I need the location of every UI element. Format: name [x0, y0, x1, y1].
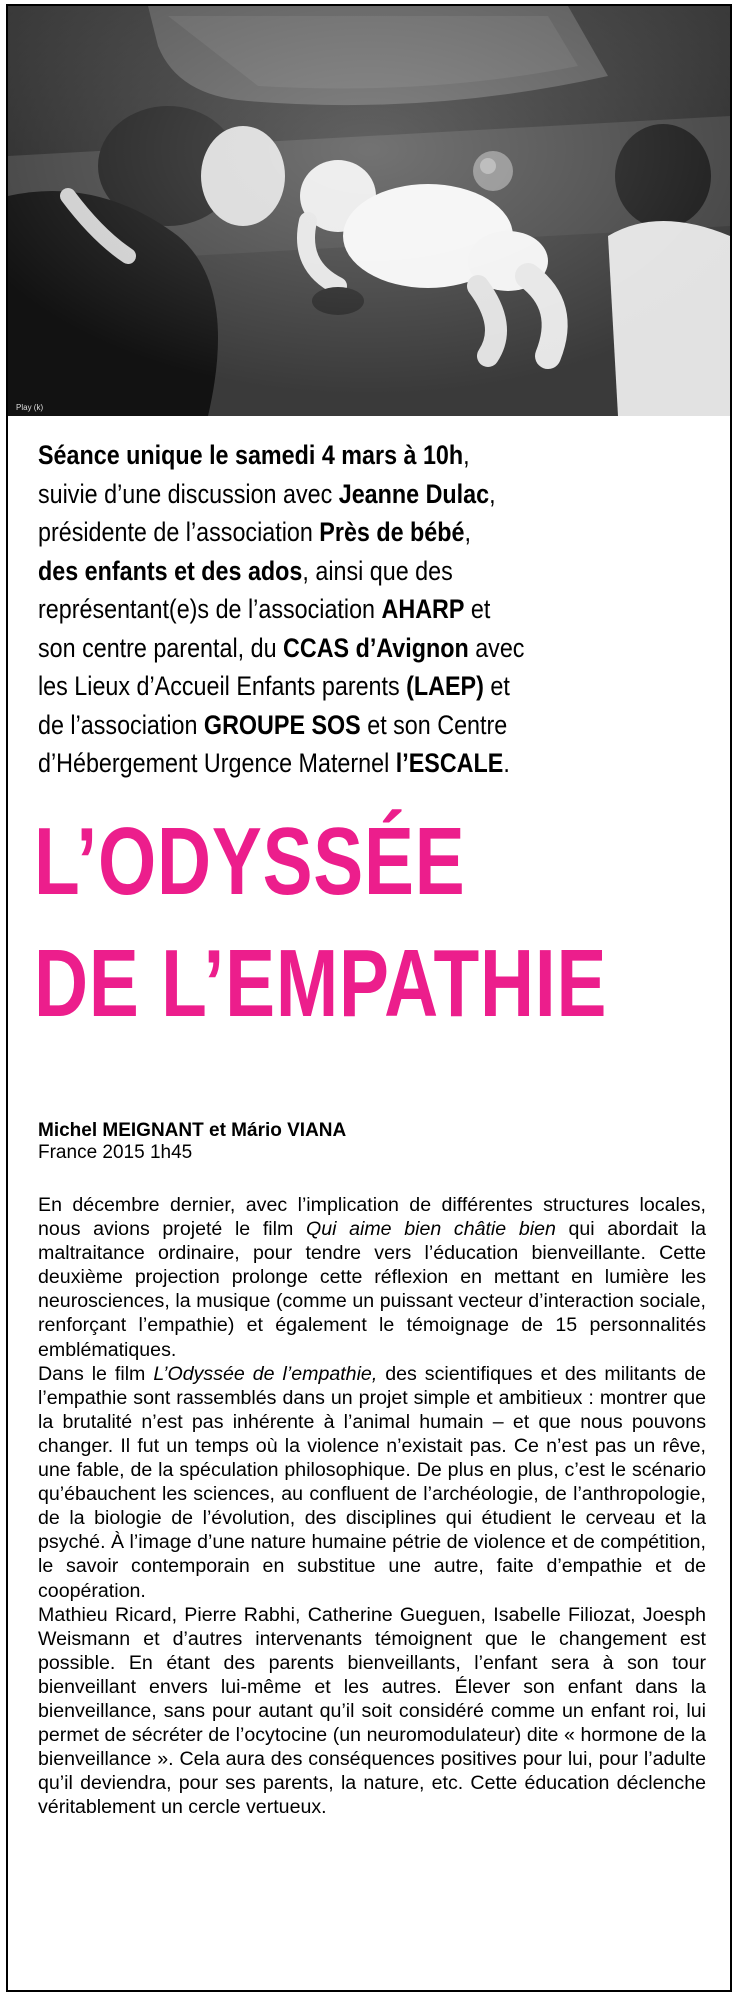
association-name: CCAS d’Avignon — [283, 632, 469, 663]
film-title — [34, 801, 608, 1045]
film-still-photo — [8, 6, 730, 416]
info-text: les Lieux d’Accueil Enfants parents — [38, 671, 407, 701]
description-text: qui abordait la maltraitance ordinaire, pour tendre vers l’éducation bienveillante. Cette deuxième projection prolonge cette réflexion en mettant en lumière les neurosciences, la musique (comme un puissant vecteur d’interaction sociale, renforçant l’empathie) et également le témoignage de 15 personnalités emblématiques. — [38, 1218, 707, 1361]
description-text: des scientifiques et des militants de l’empathie sont rassemblés dans un projet simple et ambitieux : montrer que la brutalité n’est pas inhérente à l’animal humain – et que nous pouvons changer. Il fut un temps où la violence n’existait pas. Ce n’est pas un rêve, une fable, de la spéculation philosophique. De plus en plus, c’est le scénario qu’ébauchent les sciences, au confluent de l’archéologie, de l’anthropologie, de la biologie de l’évolution, des disciplines qui étudient le cerveau et la psyché. À l’image d’une nature humaine pétrie de violence et de compétition, le savoir contemporain en substitue une autre, faite d’empathie et de coopération. — [38, 1362, 706, 1602]
speaker-name: Jeanne Dulac — [338, 478, 490, 509]
info-text: et — [464, 594, 491, 624]
info-line — [38, 436, 636, 475]
association-name: des enfants et des ados — [38, 555, 303, 586]
info-text: , — [489, 478, 496, 509]
info-line — [38, 513, 636, 552]
screening-info — [38, 436, 636, 783]
info-text: , — [464, 517, 471, 547]
cinema-listing-card — [6, 4, 732, 1992]
association-name: l’ESCALE — [395, 748, 504, 778]
info-line — [38, 552, 636, 591]
info-text: de l’association — [38, 709, 204, 740]
film-reference: Qui aime bien châtie bien — [305, 1218, 556, 1241]
info-text: son centre parental, du — [38, 632, 284, 663]
description-text: En décembre dernier, avec l’implication de différentes structures locales, nous avions projeté le film — [38, 1194, 706, 1241]
association-name: AHARP — [381, 594, 465, 624]
film-origin-duration: France 2015 1h45 — [38, 1142, 193, 1163]
info-line — [38, 629, 636, 668]
film-description — [38, 1193, 706, 1819]
info-text: représentant(e)s de l’association — [38, 594, 382, 624]
description-paragraph — [38, 1362, 706, 1603]
film-still-image — [8, 6, 730, 416]
association-name: GROUPE SOS — [203, 709, 361, 740]
photo-credit: Play (k) — [16, 403, 44, 412]
film-directors: Michel MEIGNANT et Mário VIANA — [38, 1120, 347, 1141]
info-line — [38, 667, 636, 706]
association-name: (LAEP) — [406, 671, 484, 701]
info-text: , — [463, 440, 470, 470]
film-reference: L’Odyssée de l’empathie, — [153, 1362, 378, 1385]
description-text: Dans le film — [38, 1362, 154, 1385]
association-name: Près de bébé — [319, 517, 465, 547]
description-paragraph — [38, 1193, 706, 1362]
info-line — [38, 706, 636, 745]
info-line — [38, 744, 636, 783]
info-text: , ainsi que des — [302, 555, 453, 586]
info-text: avec — [468, 632, 525, 663]
film-title-line-2: DE L’EMPATHIE — [34, 930, 608, 1037]
info-text: présidente de l’association — [38, 517, 320, 547]
info-line — [38, 590, 636, 629]
info-text: suivie d’une discussion avec — [38, 478, 339, 509]
info-text: et — [483, 671, 510, 701]
info-text: et son Centre — [360, 709, 508, 740]
description-paragraph: Mathieu Ricard, Pierre Rabhi, Catherine Gueguen, Isabelle Filiozat, Joesph Weismann et d’autres intervenants témoignent que le changement est possible. En étant des parents bienveillants, l’enfant sera à son tour bienveillant envers lui-même et les autres. Élever son enfant dans la bienveillance, sans pour autant qu’il soit considéré comme un enfant roi, lui permet de sécréter de l’ocytocine (un neuromodulateur) dite « hormone de la bienveillance ». Cela aura des conséquences positives pour lui, pour l’adulte qu’il deviendra, pour ses parents, la nature, etc. Cette éducation déclenche véritablement un cercle vertueux. — [38, 1603, 706, 1819]
info-text: . — [503, 748, 510, 778]
film-title-line-1: L’ODYSSÉE — [34, 808, 466, 915]
screening-date: Séance unique le samedi 4 mars à 10h — [38, 440, 464, 470]
info-text: d’Hébergement Urgence Maternel — [38, 748, 396, 778]
info-line — [38, 475, 636, 514]
